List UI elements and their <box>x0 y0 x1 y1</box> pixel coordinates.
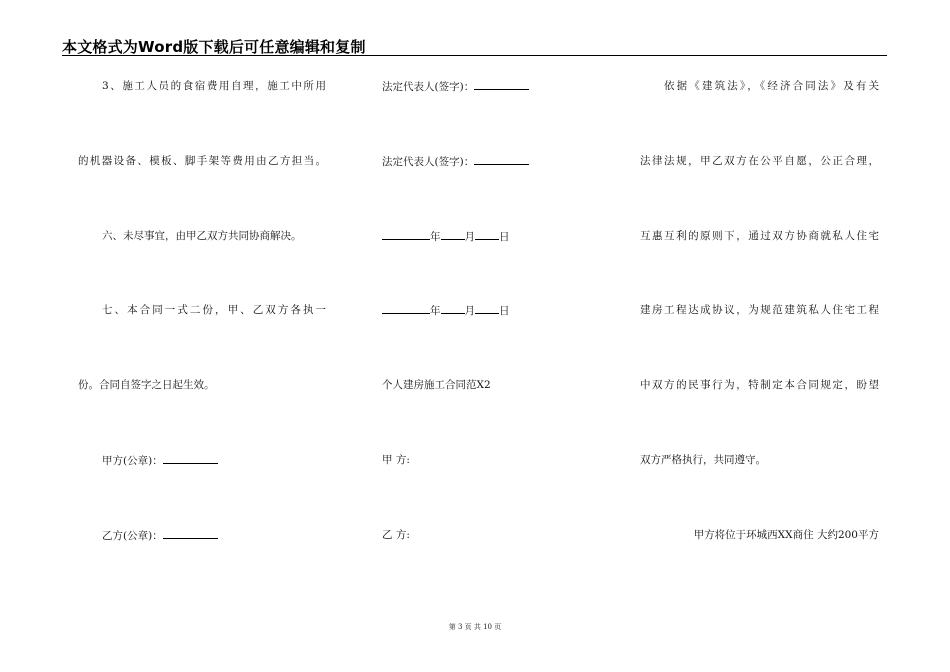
party-b-seal-label: 乙方(公章)： <box>102 530 163 542</box>
middle-column <box>382 0 582 672</box>
right-text-line: 中双方的民事行为，特制定本合同规定，盼望 <box>640 379 879 391</box>
left-text-line: 七、本合同一式二份，甲、乙双方各执一 <box>102 304 326 316</box>
right-column <box>640 0 879 672</box>
page-header-title: 本文格式为Word版下载后可任意编辑和复制 <box>62 38 366 56</box>
party-a-label: 甲 方: <box>382 454 410 466</box>
page-number: 第 3 页 共 10 页 <box>448 623 502 631</box>
day-label: 日 <box>499 305 510 317</box>
right-text-line: 互惠互利的原则下，通过双方协商就私人住宅 <box>640 230 879 242</box>
party-a-seal-label: 甲方(公章)： <box>102 455 163 467</box>
year-label: 年 <box>430 305 441 317</box>
left-text-line: 份。合同自签字之日起生效。 <box>78 379 215 391</box>
left-text-line: 3、施工人员的食宿费用自理，施工中所用 <box>102 80 326 92</box>
month-label: 月 <box>464 231 475 243</box>
right-text-line: 法律法规，甲乙双方在公平自愿，公正合理， <box>640 155 879 167</box>
signature-blank <box>474 154 529 165</box>
left-text-line: 的机器设备、模板、脚手架等费用由乙方担当。 <box>78 155 326 167</box>
year-blank <box>382 303 430 314</box>
year-blank <box>382 229 430 240</box>
party-b-seal-line <box>78 528 326 543</box>
month-blank <box>441 303 465 314</box>
year-label: 年 <box>430 231 441 243</box>
right-text-line: 甲方将位于环城西XX商住 大约200平方 <box>693 529 879 541</box>
rep-signature-label: 法定代表人(签字)： <box>382 81 475 93</box>
signature-blank <box>163 528 218 539</box>
party-b-label: 乙 方: <box>382 529 410 541</box>
signature-blank <box>163 453 218 464</box>
right-text-line: 依据《建筑法》，《经济合同法》及有关 <box>664 80 879 92</box>
rep-signature-label: 法定代表人(签字)： <box>382 156 475 168</box>
rep-signature-line <box>382 79 582 94</box>
date-line <box>382 229 582 244</box>
month-blank <box>441 229 465 240</box>
day-blank <box>475 303 499 314</box>
left-column <box>78 0 326 672</box>
day-blank <box>475 229 499 240</box>
contract-title: 个人建房施工合同范X2 <box>382 379 491 391</box>
date-line <box>382 303 582 318</box>
right-text-line: 双方严格执行，共同遵守。 <box>640 454 766 466</box>
day-label: 日 <box>499 231 510 243</box>
right-text-line: 建房工程达成协议，为规范建筑私人住宅工程 <box>640 304 879 316</box>
signature-blank <box>474 79 529 90</box>
rep-signature-line <box>382 154 582 169</box>
party-a-seal-line <box>78 453 326 468</box>
month-label: 月 <box>464 305 475 317</box>
left-text-line: 六、未尽事宜，由甲乙双方共同协商解决。 <box>102 230 302 242</box>
